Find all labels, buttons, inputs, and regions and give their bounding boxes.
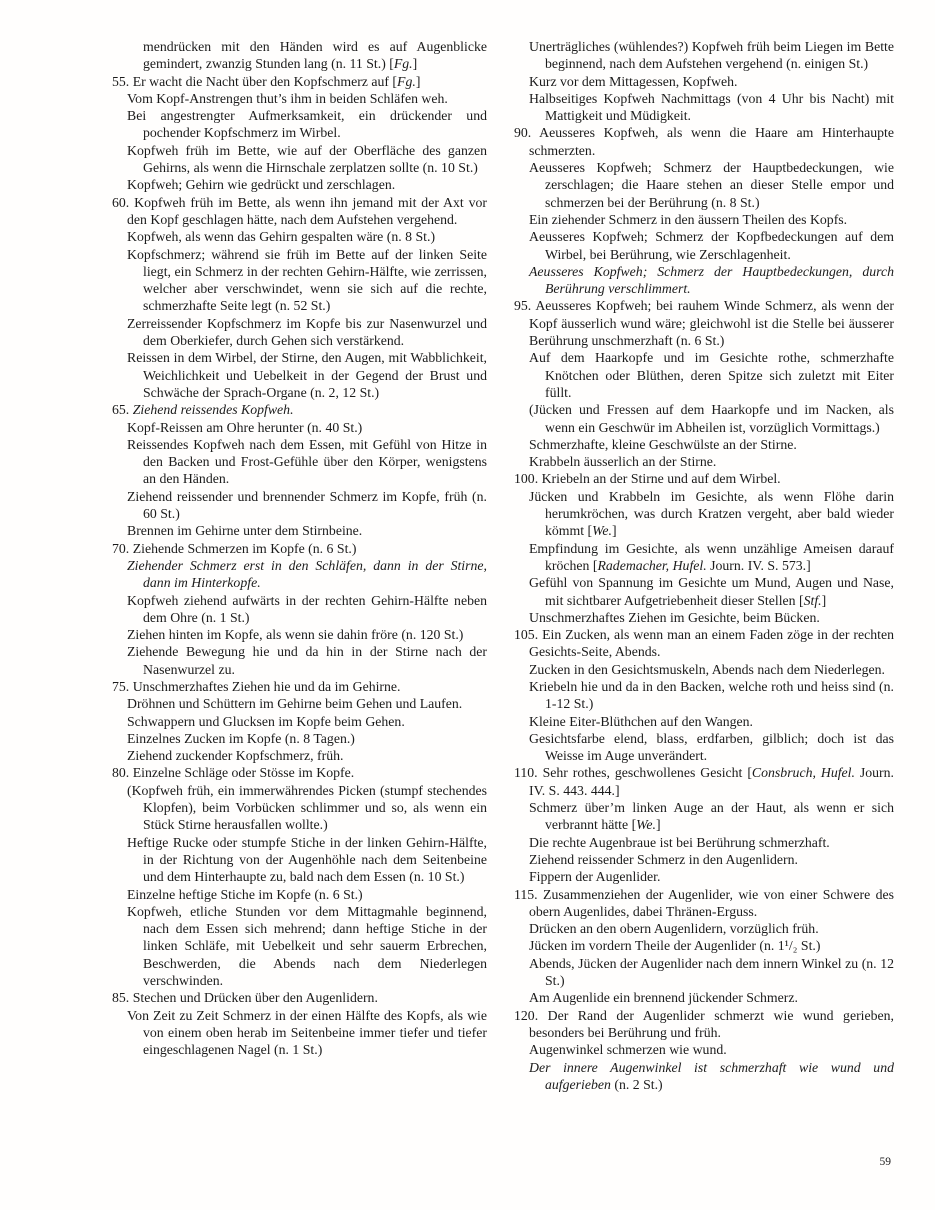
entry-text: Aeusseres Kopfweh; Schmerz der Kopfbedeckungen auf dem Wirbel, bei Berührung, wie Zerschlagenheit. [529, 229, 894, 262]
symptom-entry [112, 834, 487, 886]
symptom-entry [112, 643, 487, 678]
entry-text: Ziehende Schmerzen im Kopfe (n. 6 St.) [132, 540, 357, 556]
symptom-entry [514, 1059, 894, 1094]
entry-text: Ziehend reissender und brennender Schmerz im Kopfe, früh (n. 60 St.) [127, 488, 487, 522]
entry-text: ] [821, 592, 827, 608]
numbered-symptom-entry [514, 297, 894, 349]
entry-number: 110. [514, 765, 543, 781]
symptom-entry [514, 263, 894, 298]
entry-text: Journ. IV. S. 443. 444.] [529, 765, 895, 798]
numbered-symptom-entry [514, 124, 894, 159]
symptom-entry [514, 937, 894, 954]
entry-text: We. [592, 523, 612, 539]
entry-text: Brennen im Gehirne unter dem Stirnbeine. [127, 523, 363, 539]
symptom-entry [112, 349, 487, 401]
entry-text: ] [655, 817, 661, 833]
entry-text: Krabbeln äusserlich an der Stirne. [529, 454, 717, 470]
entry-text: Zucken in den Gesichtsmuskeln, Abends nach dem Niederlegen. [529, 661, 885, 677]
entry-text: Kriebeln an der Stirne und auf dem Wirbel. [541, 471, 781, 487]
entry-text: Aeusseres Kopfweh; bei rauhem Winde Schmerz, als wenn der Kopf äusserlich wund wäre; gleichwohl ist die Stelle bei äusserer Berührung unschmerzhaft (n. 6 St.) [529, 298, 895, 349]
entry-number: 85. [112, 990, 133, 1006]
numbered-symptom-entry [112, 401, 487, 418]
entry-text: Abends, Jücken der Augenlider nach dem innern Winkel zu (n. 12 St.) [529, 955, 894, 989]
entry-text: Auf dem Haarkopfe und im Gesichte rothe, schmerzhafte Knötchen oder Blüthen, deren Spitze sich zuletzt mit Eiter füllt. [529, 350, 894, 400]
symptom-entry [514, 38, 894, 73]
entry-number: 95. [514, 298, 536, 314]
symptom-entry [514, 799, 894, 834]
entry-text: Von Zeit zu Zeit Schmerz in der einen Hälfte des Kopfs, als wie von einem oben herab im Seitenbeine immer tiefer und tiefer eingeschlagenen Nagel (n. 1 St.) [127, 1007, 487, 1058]
entry-text: Zerreissender Kopfschmerz im Kopfe bis zur Nasenwurzel und dem Oberkiefer, durch Gehen sich verstärkend. [127, 315, 487, 349]
entry-text: Ziehend zuckender Kopfschmerz, früh. [127, 748, 344, 764]
entry-text: Rademacher, Hufel. [597, 557, 707, 573]
entry-text: (Jücken und Fressen auf dem Haarkopfe und im Nacken, als wenn ein Geschwür im Abheilen ist, vorzüglich Vormittags.) [529, 402, 894, 435]
entry-text: Kopfweh, etliche Stunden vor dem Mittagmahle beginnend, nach dem Essen sich mehrend; dann heftige Stiche in der linken Schläfe, mit Uebelkeit und sehr sauerm Erbrechen, Beschwerden, die Abends nach dem Niederlegen verschwinden. [127, 903, 487, 989]
symptom-entry [514, 989, 894, 1006]
entry-text: Fippern der Augenlider. [529, 869, 661, 885]
entry-text: Kopfweh, als wenn das Gehirn gespalten wäre (n. 8 St.) [127, 229, 436, 245]
entry-text: (Kopfweh früh, ein immerwährendes Picken (stumpf stechendes Klopfen), beim Vorbücken schlimmer und so, als wenn ein Stück Stirne herausfallen wollte.) [127, 782, 487, 833]
symptom-entry [514, 661, 894, 678]
entry-text: Ziehender Schmerz erst in den Schläfen, dann in der Stirne, dann im Hinterkopfe. [127, 557, 487, 591]
symptom-entry [514, 851, 894, 868]
entry-number: 60. [112, 194, 135, 210]
entry-text: Aeusseres Kopfweh, als wenn die Haare am Hinterhaupte schmerzten. [529, 125, 895, 158]
symptom-entry [514, 574, 894, 609]
symptom-entry [112, 107, 487, 142]
entry-text: Ein Zucken, als wenn man an einem Faden zöge in der rechten Gesichts-Seite, Abends. [529, 627, 895, 660]
symptom-entry [514, 955, 894, 990]
numbered-symptom-entry [112, 194, 487, 229]
symptom-entry [112, 419, 487, 436]
symptom-entry [112, 713, 487, 730]
symptom-entry [112, 1007, 487, 1059]
entry-text: Kriebeln hie und da in den Backen, welche roth und heiss sind (n. 1-12 St.) [529, 678, 894, 712]
entry-text: Gesichtsfarbe elend, blass, erdfarben, gilblich; doch ist das Weisse im Auge unverändert. [529, 730, 894, 764]
entry-text: ] [412, 56, 418, 72]
entry-text: ] [611, 523, 617, 539]
entry-text: Stf. [803, 592, 822, 608]
entry-text: Einzelne Schläge oder Stösse im Kopfe. [132, 765, 355, 781]
symptom-entry [514, 453, 894, 470]
entry-text: Dröhnen und Schüttern im Gehirne beim Gehen und Laufen. [127, 696, 463, 712]
entry-text: (n. 2 St.) [610, 1076, 663, 1092]
symptom-entry [112, 557, 487, 592]
entry-text: Gefühl von Spannung im Gesichte um Mund, Augen und Nase, mit sichtbarer Aufgetriebenheit dieser Stellen [ [529, 575, 894, 608]
symptom-entry [514, 159, 894, 211]
entry-text: Zusammenziehen der Augenlider, wie von einer Schwere des obern Augenlides, dabei Thränen-Erguss. [529, 886, 894, 919]
symptom-entry [514, 211, 894, 228]
page-number: 59 [879, 1156, 891, 1168]
symptom-entry [514, 90, 894, 125]
entry-number: 75. [112, 678, 133, 694]
entry-text: Empfindung im Gesichte, als wenn unzählige Ameisen darauf kröchen [ [529, 540, 894, 573]
right-text-column [514, 38, 894, 1093]
entry-text: Ziehend reissender Schmerz in den Augenlidern. [529, 851, 798, 867]
symptom-entry [514, 349, 894, 401]
symptom-entry [112, 246, 487, 315]
symptom-entry [112, 626, 487, 643]
symptom-entry [514, 868, 894, 885]
entry-text: Kleine Eiter-Blüthchen auf den Wangen. [529, 713, 754, 729]
entry-number: 115. [514, 886, 544, 902]
entry-text: We. [636, 817, 656, 833]
entry-number: 100. [514, 471, 542, 487]
entry-text: Einzelnes Zucken im Kopfe (n. 8 Tagen.) [127, 730, 355, 746]
entry-number: 55. [112, 73, 133, 89]
entry-text: Unschmerzhaftes Ziehen hie und da im Gehirne. [132, 678, 401, 694]
entry-text: Schwappern und Glucksen im Kopfe beim Gehen. [127, 713, 405, 729]
symptom-entry [112, 730, 487, 747]
numbered-symptom-entry [514, 886, 894, 921]
entry-text: Kopf-Reissen am Ohre herunter (n. 40 St.) [127, 419, 363, 435]
entry-text: Drücken an den obern Augenlidern, vorzüglich früh. [529, 921, 819, 937]
symptom-entry [514, 609, 894, 626]
entry-text: Kopfweh ziehend aufwärts in der rechten Gehirn-Hälfte neben dem Ohre (n. 1 St.) [127, 592, 487, 625]
entry-text: Jücken im vordern Theile der Augenlider (n. 1¹/₂ St.) [529, 938, 821, 954]
entry-text: Sehr rothes, geschwollenes Gesicht [ [542, 765, 752, 781]
entry-text: Aeusseres Kopfweh; Schmerz der Hauptbedeckungen, durch Berührung verschlimmert. [529, 263, 894, 297]
entry-text: Der Rand der Augenlider schmerzt wie wund gerieben, besonders bei Berührung und früh. [529, 1007, 894, 1040]
continuation-entry [112, 38, 487, 73]
entry-text: Kopfschmerz; während sie früh im Bette auf der linken Seite liegt, ein Schmerz in der rechten Gehirn-Hälfte, wie zerrissen, welcher aber verschwindet, wenn sie sich auf die rechte, schmerzhafte Seite legt (n. 52 St.) [127, 246, 487, 314]
symptom-entry [514, 401, 894, 436]
symptom-entry [112, 886, 487, 903]
entry-text: Unschmerzhaftes Ziehen im Gesichte, beim Bücken. [529, 609, 820, 625]
entry-text: Unerträgliches (wühlendes?) Kopfweh früh beim Liegen im Bette beginnend, nach dem Aufstehen vergehend (n. einigen St.) [529, 39, 894, 72]
entry-text: Ziehende Bewegung hie und da hin in der Stirne nach der Nasenwurzel zu. [127, 644, 487, 677]
entry-text: ] [415, 73, 421, 89]
symptom-entry [514, 713, 894, 730]
numbered-symptom-entry [112, 73, 487, 90]
entry-text: Reissendes Kopfweh nach dem Essen, mit Gefühl von Hitze in den Backen und Frost-Gefühle über den Körper, wenigstens an den Händen. [127, 436, 487, 487]
numbered-symptom-entry [514, 764, 894, 799]
numbered-symptom-entry [514, 626, 894, 661]
numbered-symptom-entry [112, 764, 487, 781]
entry-text: Stechen und Drücken über den Augenlidern. [132, 990, 378, 1006]
symptom-entry [514, 1041, 894, 1058]
symptom-entry [112, 142, 487, 177]
entry-text: Kurz vor dem Mittagessen, Kopfweh. [529, 73, 738, 89]
symptom-entry [112, 522, 487, 539]
symptom-entry [514, 540, 894, 575]
symptom-entry [514, 678, 894, 713]
numbered-symptom-entry [514, 1007, 894, 1042]
symptom-entry [514, 73, 894, 90]
symptom-entry [112, 592, 487, 627]
entry-text: Einzelne heftige Stiche im Kopfe (n. 6 St.) [127, 886, 363, 902]
entry-text: Bei angestrengter Aufmerksamkeit, ein drückender und pochender Kopfschmerz im Wirbel. [127, 108, 487, 141]
entry-text: Die rechte Augenbraue ist bei Berührung schmerzhaft. [529, 834, 830, 850]
entry-text: Fg. [397, 73, 416, 89]
entry-text: Schmerzhafte, kleine Geschwülste an der Stirne. [529, 436, 797, 452]
symptom-entry [112, 903, 487, 989]
symptom-entry [514, 730, 894, 765]
entry-text: Ein ziehender Schmerz in den äussern Theilen des Kopfs. [529, 211, 848, 227]
entry-number: 70. [112, 540, 133, 556]
symptom-entry [112, 176, 487, 193]
symptom-entry [112, 747, 487, 764]
entry-text: Vom Kopf-Anstrengen thut’s ihm in beiden Schläfen weh. [127, 90, 448, 106]
entry-text: Ziehend reissendes Kopfweh. [132, 402, 294, 418]
symptom-entry [514, 436, 894, 453]
entry-text: Am Augenlide ein brennend jückender Schmerz. [529, 990, 798, 1006]
entry-text: Ziehen hinten im Kopfe, als wenn sie dahin fröre (n. 120 St.) [127, 627, 464, 643]
symptom-entry [514, 488, 894, 540]
entry-text: Kopfweh; Gehirn wie gedrückt und zerschlagen. [127, 177, 396, 193]
entry-number: 90. [514, 125, 540, 141]
entry-number: 80. [112, 765, 133, 781]
entry-text: Der innere Augenwinkel ist schmerzhaft wie wund und aufgerieben [529, 1059, 894, 1092]
numbered-symptom-entry [112, 540, 487, 557]
symptom-entry [112, 90, 487, 107]
entry-text: Schmerz über’m linken Auge an der Haut, als wenn er sich verbrannt hätte [ [529, 800, 894, 833]
symptom-entry [112, 488, 487, 523]
entry-number: 105. [514, 627, 543, 643]
entry-text: Kopfweh früh im Bette, als wenn ihn jemand mit der Axt vor den Kopf geschlagen hätte, nach dem Aufstehen vergehend. [127, 194, 487, 227]
entry-text: Jücken und Krabbeln im Gesichte, als wenn Flöhe darin herumkröchen, was durch Kratzen vergeht, aber bald wieder kömmt [ [529, 488, 894, 539]
entry-text: Er wacht die Nacht über den Kopfschmerz auf [ [132, 73, 398, 89]
symptom-entry [112, 315, 487, 350]
symptom-entry [514, 228, 894, 263]
entry-text: Journ. IV. S. 573.] [706, 557, 811, 573]
entry-number: 120. [514, 1007, 548, 1023]
symptom-entry [112, 228, 487, 245]
entry-text: Halbseitiges Kopfweh Nachmittags (von 4 Uhr bis Nacht) mit Mattigkeit und Müdigkeit. [529, 90, 894, 124]
entry-text: mendrücken mit den Händen wird es auf Augenblicke gemindert, zwanzig Stunden lang (n. 11 St.) [ [143, 39, 487, 72]
entry-text: Fg. [393, 56, 413, 72]
entry-text: Kopfweh früh im Bette, wie auf der Oberfläche des ganzen Gehirns, als wenn die Hirnschale zerplatzen sollte (n. 10 St.) [127, 142, 487, 176]
numbered-symptom-entry [112, 678, 487, 695]
numbered-symptom-entry [112, 989, 487, 1006]
entry-text: Augenwinkel schmerzen wie wund. [529, 1042, 727, 1058]
symptom-entry [514, 834, 894, 851]
entry-text: Consbruch, Hufel. [751, 765, 855, 781]
entry-text: Aeusseres Kopfweh; Schmerz der Hauptbedeckungen, wie zerschlagen; die Haare stehen an dieser Stelle empor und schmerzen bei der Berührung (n. 8 St.) [529, 160, 894, 210]
symptom-entry [112, 436, 487, 488]
entry-text: Heftige Rucke oder stumpfe Stiche in der linken Gehirn-Hälfte, in der Richtung von der Augenhöhle nach dem Seitenbeine und dem Hinterhaupte zu, bald nach dem Essen (n. 10 St.) [127, 834, 487, 885]
entry-number: 65. [112, 402, 133, 418]
entry-text: Reissen in dem Wirbel, der Stirne, den Augen, mit Wabblichkeit, Weichlichkeit und Uebelkeit in der Gegend der Brust und Schwäche der Sprach-Organe (n. 2, 12 St.) [127, 350, 487, 400]
left-text-column [112, 38, 487, 1059]
symptom-entry [112, 782, 487, 834]
symptom-entry [514, 920, 894, 937]
numbered-symptom-entry [514, 470, 894, 487]
symptom-entry [112, 695, 487, 712]
